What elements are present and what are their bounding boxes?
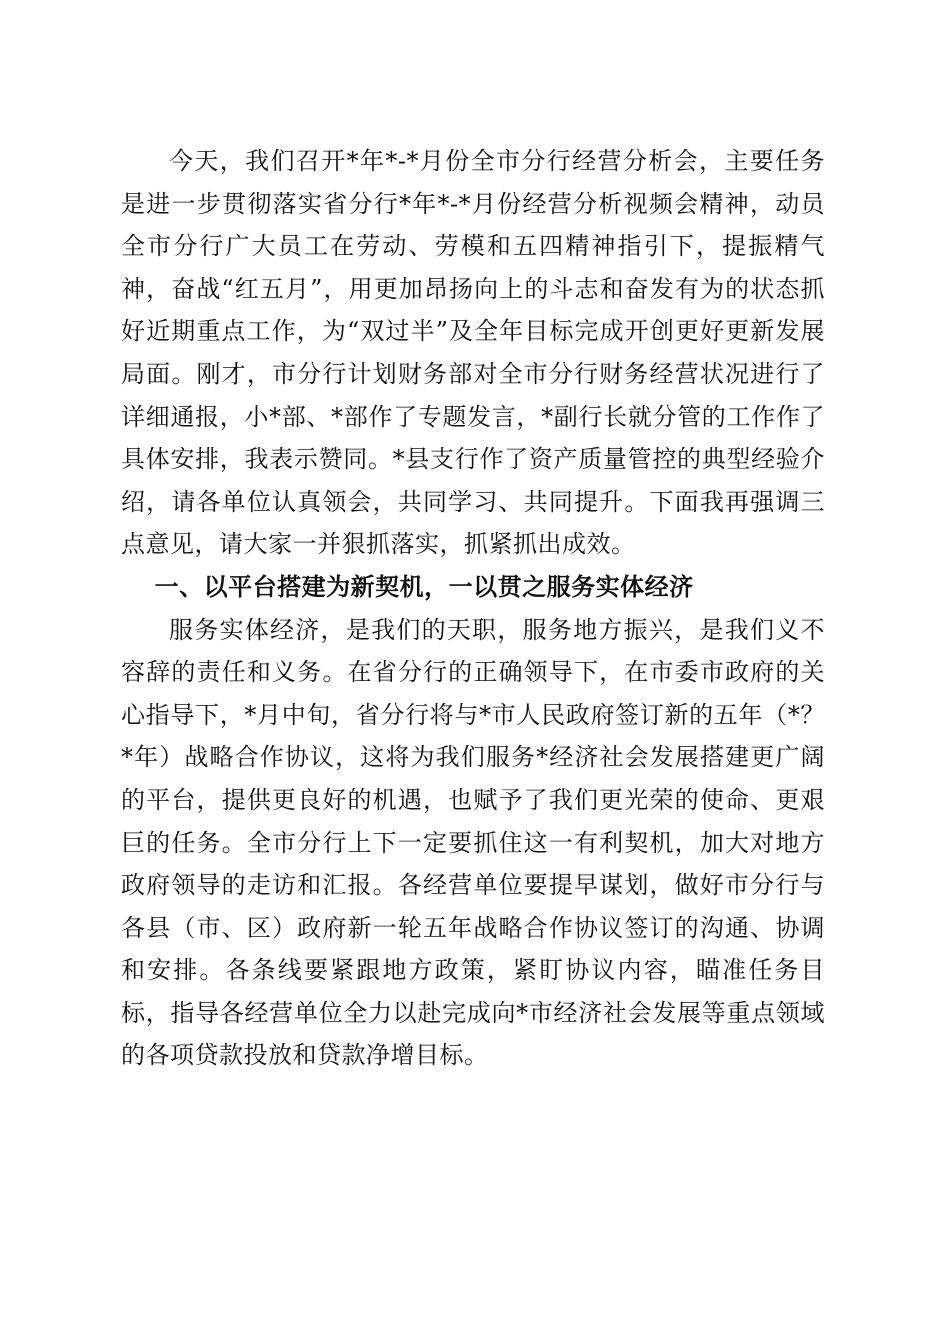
section-1-heading: 一、以平台搭建为新契机，一以贯之服务实体经济 [154,572,694,601]
intro-paragraph: 今天，我们召开*年*-*月份全市分行经营分析会，主要任务是进一步贯彻落实省分行*年*-*月份经营分析视频会精神，动员全市分行广大员工在劳动、劳模和五四精神指引下，提振精气神，奋战“红五月”，用更加昂扬向上的斗志和奋发有为的状态抓好近期重点工作，为“双过半”及全年目标完成开创更好更新发展局面。刚才，市分行计划财务部对全市分行财务经营状况进行了详细通报，小*部、*部作了专题发言，*副行长就分管的工作作了具体安排，我表示赞同。*县支行作了资产质量管控的典型经验介绍，请各单位认真领会，共同学习、共同提升。下面我再强调三点意见，请大家一并狠抓落实，抓紧抓出成效。 [121,147,825,559]
document-body [121,140,825,1077]
section-1-paragraph: 服务实体经济，是我们的天职，服务地方振兴，是我们义不容辞的责任和义务。在省分行的正确领导下，在市委市政府的关心指导下，*月中旬，省分行将与*市人民政府签订新的五年（*？*年）战略合作协议，这将为我们服务*经济社会发展搭建更广阔的平台，提供更良好的机遇，也赋予了我们更光荣的使命、更艰巨的任务。全市分行上下一定要抓住这一有利契机，加大对地方政府领导的走访和汇报。各经营单位要提早谋划，做好市分行与各县（市、区）政府新一轮五年战略合作协议签订的沟通、协调和安排。各条线要紧跟地方政策，紧盯协议内容，瞄准任务目标，指导各经营单位全力以赴完成向*市经济社会发展等重点领域的各项贷款投放和贷款净增目标。 [121,615,825,1070]
